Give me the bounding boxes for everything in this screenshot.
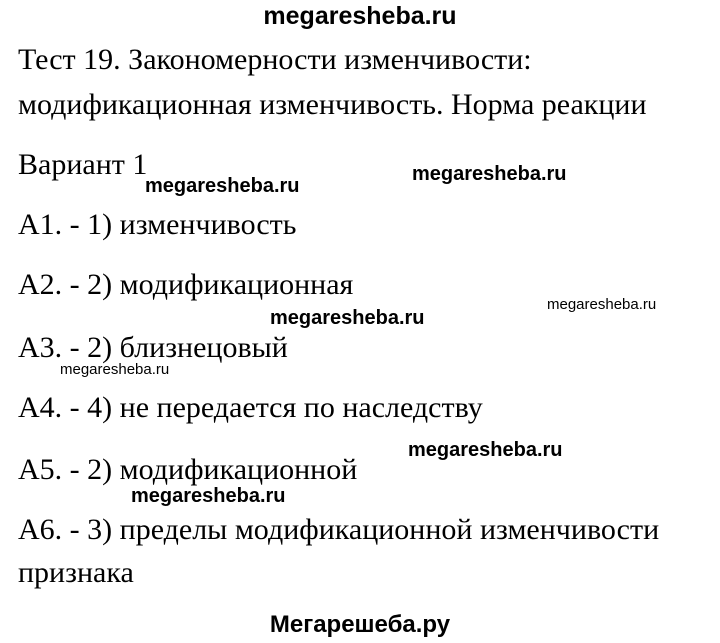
answer-a2: А2. - 2) модификационная bbox=[18, 268, 354, 301]
document-title-line-2: модификационная изменчивость. Норма реакции bbox=[18, 88, 647, 121]
answer-a5: А5. - 2) модификационной bbox=[18, 453, 358, 486]
watermark: megaresheba.ru bbox=[145, 175, 300, 197]
watermark-top: megaresheba.ru bbox=[263, 2, 457, 30]
answer-a4: А4. - 4) не передается по наследству bbox=[18, 391, 483, 424]
answer-a3: А3. - 2) близнецовый bbox=[18, 331, 288, 364]
answer-a6-continuation: признака bbox=[18, 556, 134, 589]
watermark: megaresheba.ru bbox=[60, 361, 170, 378]
watermark: megaresheba.ru bbox=[412, 163, 567, 185]
watermark: megaresheba.ru bbox=[408, 439, 563, 461]
document-title-line-1: Тест 19. Закономерности изменчивости: bbox=[18, 43, 532, 76]
watermark: megaresheba.ru bbox=[131, 485, 286, 507]
answer-a6: А6. - 3) пределы модификационной изменчивости bbox=[18, 513, 660, 546]
variant-label: Вариант 1 bbox=[18, 148, 148, 181]
answer-a1: А1. - 1) изменчивость bbox=[18, 208, 297, 241]
watermark: megaresheba.ru bbox=[547, 296, 657, 313]
watermark: megaresheba.ru bbox=[270, 307, 425, 329]
watermark-bottom: Мегарешеба.ру bbox=[269, 611, 451, 638]
